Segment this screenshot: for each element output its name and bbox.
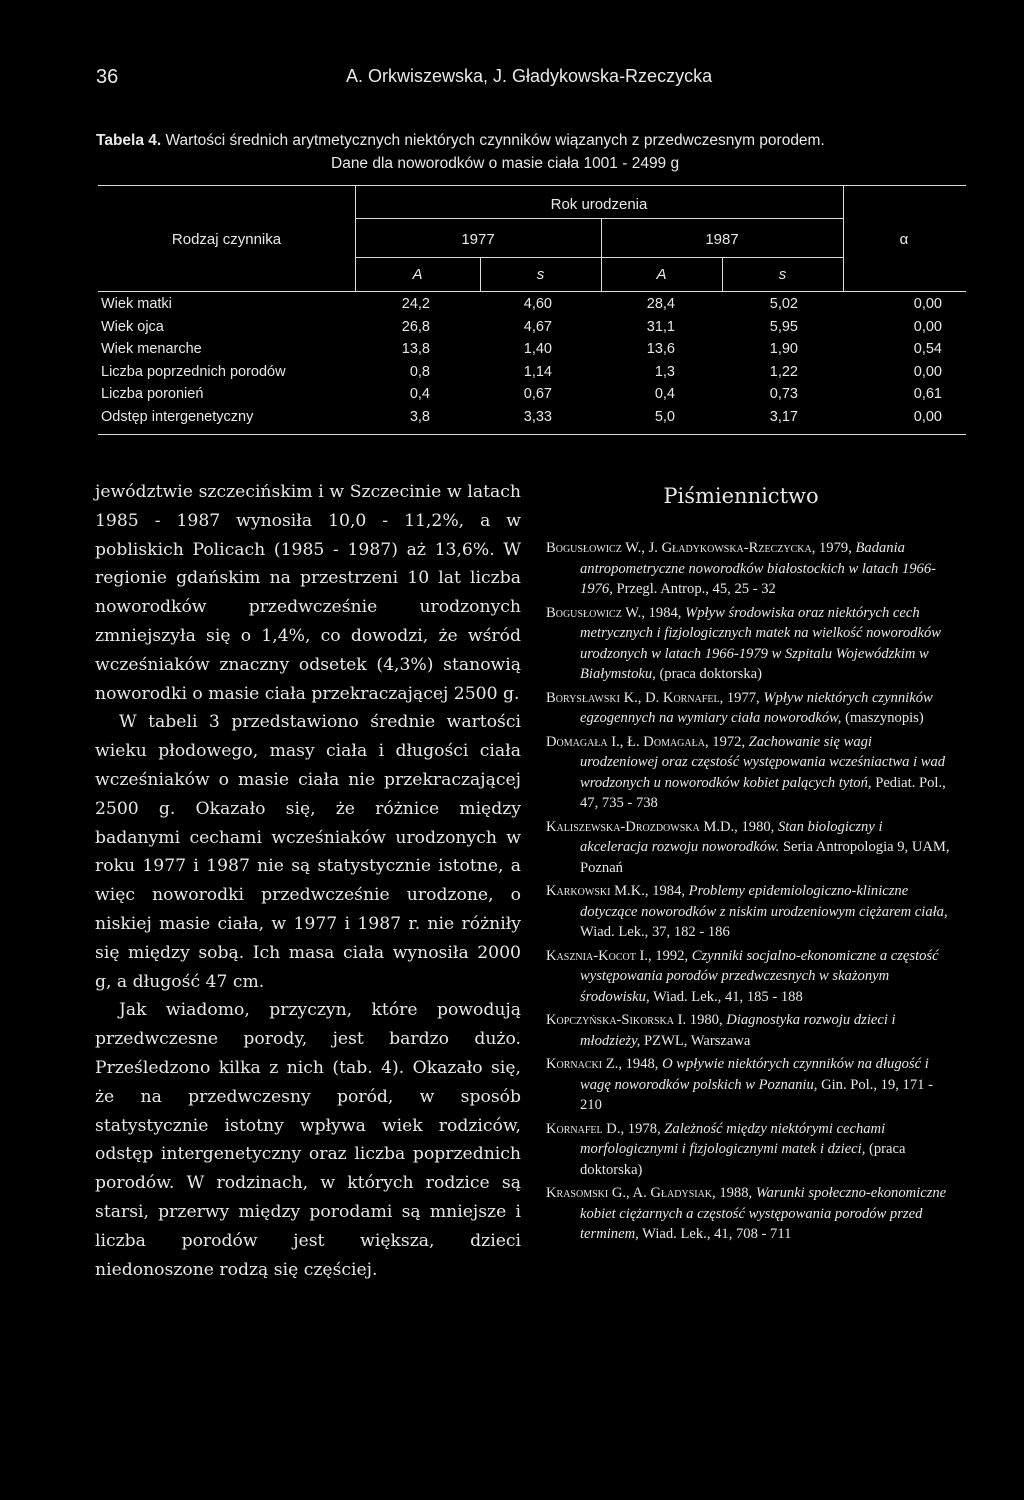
reference-title: Czynniki socjalno-ekonomiczne a częstość występowania porodów przedwczesnych w skażonym środowisku, (580, 947, 939, 1005)
references-column (546, 484, 951, 1248)
reference-authors: Karkowski M.K. (546, 883, 645, 899)
page-number: 36 (96, 66, 119, 88)
reference-title: Zachowanie się wagi urodzeniowej oraz częstość występowania wcześniactwa i wad wrodzonych u noworodków kobiet palących tytoń, (580, 733, 946, 791)
reference-source: Wiad. Lek., 41, 185 - 188 (649, 988, 803, 1005)
col-year-1977: 1977 (461, 231, 495, 248)
reference-year: , 1972, (704, 733, 749, 750)
reference-authors: Kasznia-Kocot I. (546, 947, 648, 964)
reference-source: Wiad. Lek., 37, 182 - 186 (580, 924, 730, 940)
reference-year: , 1980, (734, 818, 778, 835)
table-cell: 31,1 (646, 318, 675, 335)
reference-title: Zależność między niektórymi cechami morfologicznymi i fizjologicznymi matek i dzieci, (580, 1120, 886, 1157)
reference-source: Gin. Pol., 19, 171 - 210 (580, 1076, 933, 1113)
table-cell: 0,00 (913, 363, 942, 380)
reference-entry (546, 946, 951, 1008)
table-row-label: Liczba poronień (101, 386, 204, 403)
sub-header-s1: s (536, 266, 545, 283)
reference-title: Stan biologiczny i akceleracja rozwoju noworodków. (580, 818, 883, 855)
reference-year: , 1979, (811, 540, 856, 556)
table-cell: 13,6 (646, 341, 675, 358)
table-cell: 0,00 (913, 296, 942, 312)
table-cell: 5,95 (769, 318, 798, 335)
table-cell: 26,8 (401, 318, 430, 335)
reference-year: , 1992, (647, 947, 692, 964)
table-row-label: Wiek ojca (101, 318, 164, 335)
table-row-label: Wiek menarche (101, 341, 202, 358)
reference-entry (546, 688, 951, 729)
reference-title: Wpływ środowiska oraz niektórych cech metrycznych i fizjologicznych matek na wielkość noworodków urodzonych w latach 1966-1979 w Szpitalu Wojewódzkim w Białymstoku, (580, 604, 941, 682)
reference-title: Wpływ niektórych czynników egzogennych na wymiary ciała noworodków, (580, 689, 933, 726)
table-cell: 4,67 (523, 318, 552, 335)
caption-line-2: Dane dla noworodków o masie ciała 1001 - 2499 g (331, 155, 680, 172)
table-row-label: Odstęp intergenetyczny (101, 409, 254, 425)
reference-source: Przegl. Antrop., 45, 25 - 32 (612, 581, 776, 597)
table-cell: 1,3 (654, 363, 675, 380)
table-cell: 1,14 (523, 363, 552, 380)
col-alpha-header: α (899, 231, 909, 248)
table-row-label: Liczba poprzednich porodów (101, 363, 286, 380)
references-title: Piśmiennictwo (663, 484, 819, 508)
reference-entry (546, 603, 951, 685)
reference-source: Pediat. Pol., 47, 735 - 738 (580, 774, 946, 811)
caption-line-1: Wartości średnich arytmetycznych niektórych czynników wiązanych z przedwczesnym porodem. (165, 132, 825, 149)
reference-authors: Kaliszewska-Drozdowska M.D. (546, 818, 735, 835)
reference-year: 1980, (686, 1012, 727, 1028)
reference-entry (546, 881, 951, 943)
table-cell: 0,00 (913, 409, 942, 425)
reference-year: , 1977, (719, 689, 764, 706)
table-cell: 24,2 (401, 296, 430, 312)
year-rule (355, 257, 843, 258)
table-cell: 13,8 (401, 341, 430, 358)
running-title: A. Orkwiszewska, J. Gładykowska-Rzeczycka (346, 66, 713, 86)
reference-authors: Kopczyńska-Sikorska I. (546, 1012, 687, 1028)
table-cell: 0,67 (523, 386, 552, 403)
body-text-column (95, 478, 521, 1284)
reference-entry (546, 1119, 951, 1181)
reference-title: Problemy epidemiologiczno-kliniczne dotyczące noworodków z niskim urodzeniowym ciężarem ciała, (580, 883, 948, 920)
reference-authors: Kornacki Z. (546, 1056, 619, 1072)
reference-authors: Kornafel D. (546, 1120, 621, 1137)
reference-entry (546, 817, 951, 879)
reference-source: (maszynopis) (841, 710, 924, 726)
paragraph: Jak wiadomo, przyczyn, które powodują przedwczesne porody, jest bardzo dużo. Prześledzono kilka z nich (tab. 4). Okazało się, że na przedwczesny poród, w sposób statystycznie istotny wpływa wiek rodziców, odstęp intergenetyczny oraz liczba poprzednich porodów. W rodzinach, w których rodzice są starsi, przerwy między porodami są mniejsze i liczba porodów jest większa, dzieci niedonoszone rodzą się częściej. (95, 1000, 521, 1280)
page-header (0, 66, 1024, 96)
reference-year: , 1948, (618, 1056, 663, 1072)
sub-header-s2: s (778, 266, 787, 283)
reference-title: Diagnostyka rozwoju dzieci i młodzieży, (580, 1012, 896, 1049)
col-factor-header: Rodzaj czynnika (171, 231, 282, 248)
col-year-1987: 1987 (705, 231, 739, 248)
reference-source: Wiad. Lek., 41, 708 - 711 (638, 1226, 792, 1242)
table-cell: 1,40 (523, 341, 552, 358)
reference-authors: Krasomski G., A. Gładysiak (546, 1185, 713, 1201)
table-cell: 1,90 (769, 341, 798, 358)
reference-title: Warunki społeczno-ekonomiczne kobiet ciężarnych a częstość występowania porodów przed terminem, (580, 1185, 947, 1242)
reference-entry (546, 1183, 951, 1245)
year-group-rule (355, 218, 843, 219)
header-bottom-rule (98, 291, 966, 292)
table-cell: 0,73 (769, 386, 798, 403)
reference-year: , 1978, (620, 1120, 665, 1137)
reference-entry (546, 732, 951, 814)
reference-year: , 1984, (641, 604, 686, 621)
reference-title: Badania antropometryczne noworodków białostockich w latach 1966-1976, (580, 540, 937, 597)
reference-entry (546, 1010, 951, 1051)
table-cell: 0,8 (409, 363, 430, 380)
table-cell: 0,00 (913, 318, 942, 335)
reference-source: (praca doktorska) (580, 1141, 906, 1178)
table-cell: 0,4 (654, 386, 675, 403)
reference-authors: Bogusłowicz W., J. Gładykowska-Rzeczycka (546, 540, 812, 556)
table-bottom-rule (98, 434, 966, 435)
reference-source: PZWL, Warszawa (640, 1032, 751, 1049)
sub-header-a2: A (656, 266, 667, 283)
table-cell: 3,33 (523, 409, 552, 425)
reference-authors: Bogusłowicz W. (546, 604, 642, 621)
sub-header-a1: A (412, 266, 423, 283)
reference-year: , 1984, (644, 883, 689, 899)
table-label: Tabela 4. (96, 132, 162, 149)
references-list (546, 538, 951, 1245)
table-cell: 5,0 (654, 409, 675, 425)
reference-title: O wpływie niektórych czynników na długość i wagę noworodków polskich w Poznaniu, (580, 1056, 929, 1093)
table-cell: 0,4 (409, 386, 430, 403)
table-cell: 3,17 (769, 409, 798, 425)
table-cell: 1,22 (769, 363, 798, 380)
reference-entry (546, 538, 951, 600)
table-cell: 4,60 (523, 296, 552, 312)
table-cell: 0,61 (913, 386, 942, 403)
table-caption (96, 129, 996, 175)
table-row-label: Wiek matki (101, 296, 172, 312)
reference-source: Seria Antropologia 9, UAM, Poznań (580, 839, 950, 876)
table-cell: 5,02 (769, 296, 798, 312)
table-cell: 3,8 (409, 409, 430, 425)
reference-entry (546, 1054, 951, 1116)
reference-authors: Domagała I., Ł. Domagała (546, 733, 705, 750)
reference-authors: Borysławski K., D. Kornafel (546, 689, 720, 706)
table-cell: 28,4 (646, 296, 675, 312)
table-top-rule (98, 185, 966, 186)
paragraph: W tabeli 3 przedstawiono średnie wartości wieku płodowego, masy ciała i długości ciała wcześniaków o masie ciała nie przekraczającej 2500 g. Okazało się, że różnice między badanymi cechami wcześniaków urodzonych w roku 1977 i 1987 nie są statystycznie istotne, a więc noworodki przedwcześnie urodzone, o niskiej masie ciała, w 1977 i 1987 r. nie różniły się między sobą. Ich masa ciała wynosiła 2000 g, a długość 47 cm. (95, 712, 521, 992)
reference-year: , 1988, (712, 1185, 756, 1201)
paragraph: jewództwie szczecińskim i w Szczecinie w latach 1985 - 1987 wynosiła 10,0 - 11,2%, a w pobliskich Policach (1985 - 1987) aż 13,6%. W regionie gdańskim na przestrzeni 10 lat liczba noworodków przedwcześnie urodzonych zmniejszyła się o 1,4%, co dowodzi, że wśród wcześniaków znaczny odsetek (4,3%) stanowią noworodki o masie ciała przekraczającej 2500 g. (95, 482, 521, 704)
table-cell: 0,54 (913, 341, 942, 358)
reference-source: (praca doktorska) (655, 666, 762, 682)
col-year-group-header: Rok urodzenia (550, 196, 648, 213)
